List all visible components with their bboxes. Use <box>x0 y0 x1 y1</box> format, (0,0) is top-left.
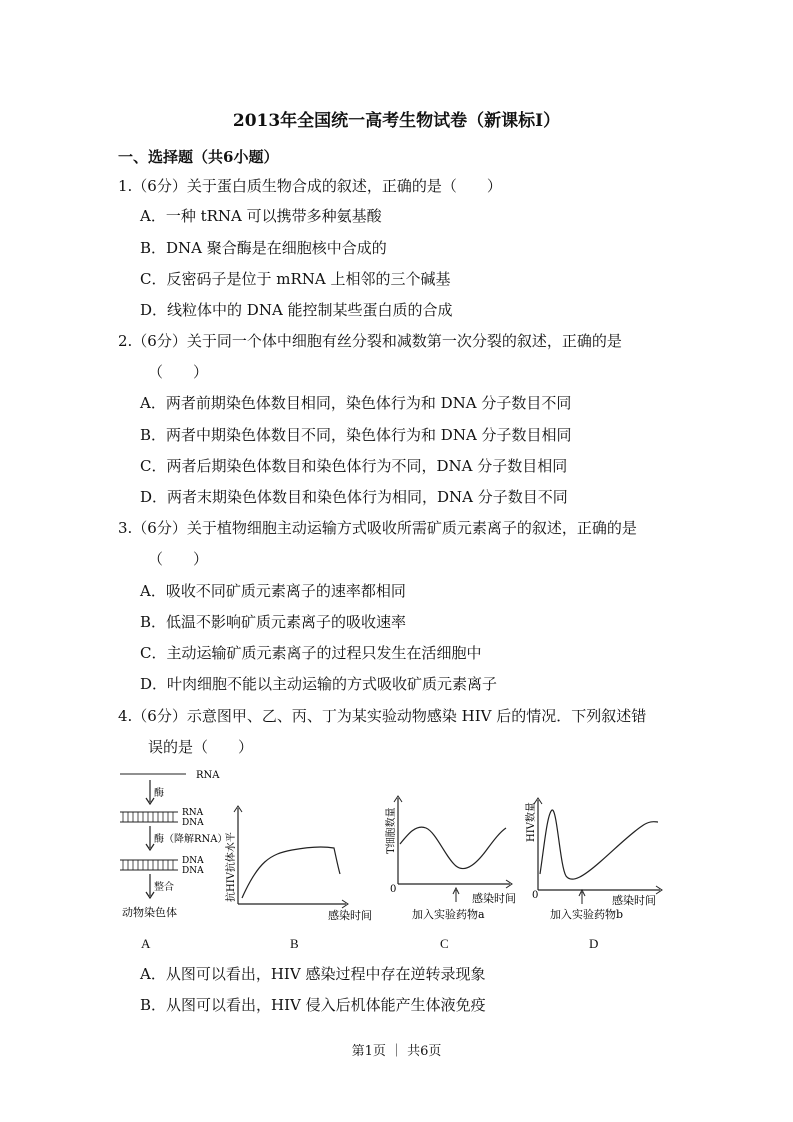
panel-b-chart <box>224 806 372 922</box>
panel-d-origin: 0 <box>532 890 539 901</box>
panel-d-hiv-curve <box>540 810 658 879</box>
panel-b-ylabel: 抗HIV抗体水平 <box>226 832 237 902</box>
panel-c-ylabel: T细胞数量 <box>386 807 397 854</box>
panel-c-origin: 0 <box>390 884 397 895</box>
caption-c: C <box>440 936 449 951</box>
panel-a-label-chromosome: 动物染色体 <box>122 906 177 919</box>
panel-a-label-dna-3: DNA <box>182 866 204 876</box>
panel-c-xlabel: 感染时间 <box>472 892 516 905</box>
panel-a-label-dna-1: DNA <box>182 818 204 828</box>
caption-b: B <box>290 936 299 951</box>
question-4-stem-cont: 误的是（ ） <box>148 738 254 756</box>
question-4-figure <box>110 762 680 952</box>
question-2-option-b: B．两者中期染色体数目不同，染色体行为和 DNA 分子数目相同 <box>140 426 572 444</box>
question-4-option-a: A．从图可以看出，HIV 感染过程中存在逆转录现象 <box>140 965 486 983</box>
panel-c-tcell-curve <box>400 827 506 868</box>
section-heading: 一、选择题（共6小题） <box>118 148 279 166</box>
question-2-stem: 2.（6分）关于同一个体中细胞有丝分裂和减数第一次分裂的叙述，正确的是 <box>118 332 622 350</box>
page-title: 2013年全国统一高考生物试卷（新课标I） <box>232 111 561 131</box>
caption-a: A <box>141 936 151 951</box>
question-1-stem: 1.（6分）关于蛋白质生物合成的叙述，正确的是（ ） <box>118 177 502 195</box>
panel-c-chart <box>384 796 516 921</box>
panel-a-label-dna-2: DNA <box>182 856 204 866</box>
panel-a-label-rna-2: RNA <box>182 808 204 818</box>
panel-b-antibody-curve <box>242 847 340 898</box>
panel-a-label-enzyme: 酶 <box>154 788 164 799</box>
question-4-option-b: B．从图可以看出，HIV 侵入后机体能产生体液免疫 <box>140 996 486 1014</box>
panel-b-xlabel: 感染时间 <box>328 909 372 922</box>
question-3-option-d: D．叶肉细胞不能以主动运输的方式吸收矿质元素离子 <box>140 675 498 693</box>
question-1-option-a: A．一种 tRNA 可以携带多种氨基酸 <box>140 207 382 225</box>
caption-d: D <box>589 936 599 951</box>
question-3-stem-cont: （ ） <box>148 550 209 568</box>
panel-c-arrow-label: 加入实验药物a <box>412 908 485 921</box>
question-1-option-c: C．反密码子是位于 mRNA 上相邻的三个碱基 <box>140 270 451 288</box>
question-2-stem-cont: （ ） <box>148 363 209 381</box>
question-3-option-b: B．低温不影响矿质元素离子的吸收速率 <box>140 613 407 631</box>
question-3-option-a: A．吸收不同矿质元素离子的速率都相同 <box>140 582 406 600</box>
question-4-stem: 4.（6分）示意图甲、乙、丙、丁为某实验动物感染 HIV 后的情况．下列叙述错 <box>118 707 647 725</box>
question-1-option-b: B．DNA 聚合酶是在细胞核中合成的 <box>140 239 387 257</box>
panel-d-xlabel: 感染时间 <box>612 894 656 907</box>
question-3-stem: 3.（6分）关于植物细胞主动运输方式吸收所需矿质元素离子的叙述，正确的是 <box>118 519 637 537</box>
panel-a-label-rna: RNA <box>196 770 220 781</box>
figure-svg <box>110 762 680 937</box>
page-footer: 第1页 ｜ 共6页 <box>351 1044 442 1059</box>
question-1-option-d: D．线粒体中的 DNA 能控制某些蛋白质的合成 <box>140 301 453 319</box>
panel-d-ylabel: HIV数量 <box>526 802 537 842</box>
panel-d-chart <box>524 798 662 921</box>
panel-d-arrow-label: 加入实验药物b <box>550 908 624 921</box>
panel-a-label-integrate: 整合 <box>154 882 174 893</box>
question-2-option-d: D．两者末期染色体数目和染色体行为相同，DNA 分子数目不同 <box>140 488 568 506</box>
question-2-option-c: C．两者后期染色体数目和染色体行为不同，DNA 分子数目相同 <box>140 457 568 475</box>
question-2-option-a: A．两者前期染色体数目相同，染色体行为和 DNA 分子数目不同 <box>140 394 572 412</box>
panel-a-diagram <box>120 770 228 919</box>
panel-a-label-enzyme-rnase: 酶（降解RNA） <box>154 834 228 845</box>
question-3-option-c: C．主动运输矿质元素离子的过程只发生在活细胞中 <box>140 644 482 662</box>
